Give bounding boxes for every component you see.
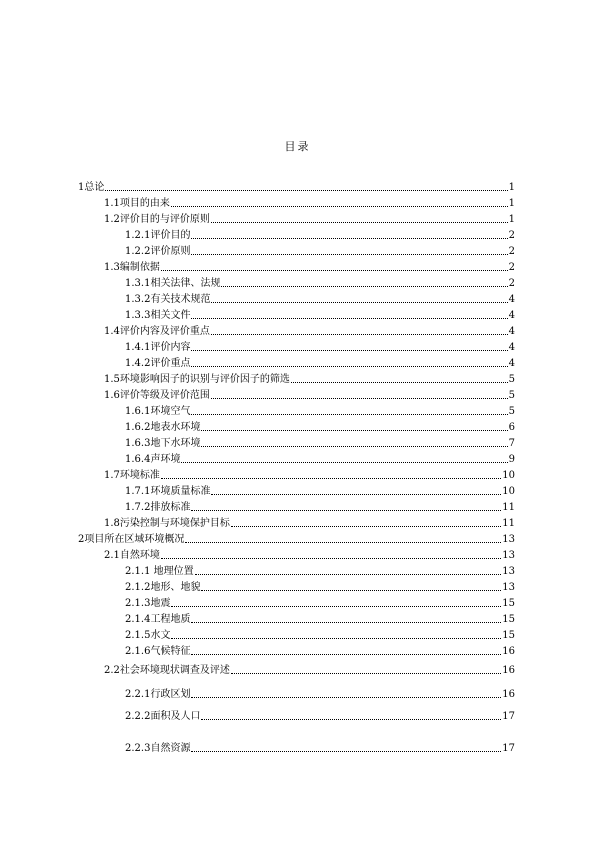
toc-leader-dots — [191, 653, 501, 655]
toc-entry-page-number: 4 — [508, 294, 515, 305]
toc-leader-dots — [195, 573, 502, 575]
toc-entry[interactable] — [104, 388, 515, 402]
toc-entry-page-number: 1 — [508, 182, 515, 193]
toc-entry[interactable] — [125, 420, 515, 434]
toc-leader-dots — [191, 413, 507, 415]
toc-leader-dots — [211, 221, 508, 223]
toc-entry[interactable] — [125, 580, 515, 594]
toc-leader-dots — [185, 541, 501, 543]
toc-leader-dots — [211, 301, 507, 303]
toc-leader-dots — [161, 557, 501, 559]
toc-entry-title: 1.4.2评价重点 — [125, 358, 191, 369]
toc-entry-title: 2项目所在区域环境概况 — [78, 534, 185, 545]
toc-entry[interactable] — [125, 628, 515, 642]
toc-entry[interactable] — [125, 292, 515, 306]
toc-entry[interactable] — [125, 644, 515, 658]
toc-entry[interactable] — [104, 468, 515, 482]
toc-entry-page-number: 15 — [502, 614, 515, 625]
toc-entry-title: 1.6.4声环境 — [125, 454, 181, 465]
toc-leader-dots — [201, 445, 507, 447]
toc-entry-page-number: 5 — [508, 390, 515, 401]
toc-entry-title: 1.1项目的由来 — [104, 198, 170, 209]
toc-entry-title: 1总论 — [78, 182, 105, 193]
toc-entry[interactable] — [125, 709, 515, 723]
toc-leader-dots — [191, 317, 507, 319]
toc-entry[interactable] — [125, 340, 515, 354]
toc-entry[interactable] — [125, 687, 515, 701]
toc-leader-dots — [191, 509, 501, 511]
toc-entry-page-number: 11 — [502, 518, 515, 529]
toc-entry-title: 1.2.2评价原则 — [125, 246, 191, 257]
toc-entry-page-number: 2 — [508, 230, 515, 241]
toc-entry-title: 2.2社会环境现状调查及评述 — [104, 665, 230, 676]
toc-entry-title: 1.3.3相关文件 — [125, 310, 191, 321]
toc-entry[interactable] — [104, 260, 515, 274]
toc-leader-dots — [211, 493, 501, 495]
toc-leader-dots — [161, 269, 508, 271]
page-title: 目录 — [284, 140, 311, 153]
toc-entry-title: 1.7环境标准 — [104, 470, 160, 481]
toc-entry-title: 2.1自然环境 — [104, 550, 160, 561]
toc-entry[interactable] — [104, 196, 515, 210]
toc-entry-title: 1.3.1相关法律、法规 — [125, 278, 221, 289]
toc-leader-dots — [231, 525, 501, 527]
toc-entry-page-number: 10 — [502, 470, 515, 481]
toc-leader-dots — [191, 237, 507, 239]
toc-entry[interactable] — [104, 548, 515, 562]
toc-entry[interactable] — [125, 308, 515, 322]
toc-entry-page-number: 17 — [502, 711, 515, 722]
toc-entry[interactable] — [125, 228, 515, 242]
toc-entry[interactable] — [78, 532, 515, 546]
toc-entry-title: 1.4评价内容及评价重点 — [104, 326, 210, 337]
toc-entry-title: 2.2.2面积及人口 — [125, 711, 201, 722]
toc-entry-page-number: 13 — [502, 566, 515, 577]
toc-entry-title: 1.4.1评价内容 — [125, 342, 191, 353]
toc-entry-title: 1.6.3地下水环境 — [125, 438, 201, 449]
toc-entry-title: 1.2.1评价目的 — [125, 230, 191, 241]
toc-entry-page-number: 6 — [508, 422, 515, 433]
toc-entry-title: 2.1.6气候特征 — [125, 646, 191, 657]
toc-entry[interactable] — [104, 516, 515, 530]
toc-leader-dots — [191, 621, 501, 623]
toc-leader-dots — [201, 589, 501, 591]
toc-entry-page-number: 4 — [508, 342, 515, 353]
toc-entry-page-number: 16 — [502, 689, 515, 700]
toc-entry[interactable] — [125, 500, 515, 514]
toc-entry-page-number: 10 — [502, 486, 515, 497]
toc-leader-dots — [161, 477, 501, 479]
toc-entry-page-number: 15 — [502, 630, 515, 641]
toc-entry[interactable] — [125, 356, 515, 370]
toc-leader-dots — [191, 349, 507, 351]
toc-entry-title: 2.1.2地形、地貌 — [125, 582, 201, 593]
toc-entry[interactable] — [104, 324, 515, 338]
toc-leader-dots — [105, 189, 507, 191]
toc-entry-page-number: 5 — [508, 374, 515, 385]
toc-entry-page-number: 9 — [508, 454, 515, 465]
toc-entry-page-number: 13 — [502, 534, 515, 545]
toc-entry[interactable] — [125, 276, 515, 290]
toc-entry[interactable] — [125, 484, 515, 498]
toc-leader-dots — [201, 429, 507, 431]
toc-entry-page-number: 17 — [502, 743, 515, 754]
toc-entry-title: 2.2.3自然资源 — [125, 743, 191, 754]
toc-entry[interactable] — [125, 452, 515, 466]
toc-entry-page-number: 1 — [508, 214, 515, 225]
toc-entry-title: 1.3.2有关技术规范 — [125, 294, 211, 305]
toc-entry-page-number: 2 — [508, 278, 515, 289]
toc-leader-dots — [291, 381, 508, 383]
toc-entry[interactable] — [125, 436, 515, 450]
toc-entry-page-number: 5 — [508, 406, 515, 417]
toc-entry-page-number: 16 — [502, 646, 515, 657]
toc-entry-page-number: 2 — [508, 262, 515, 273]
toc-entry-title: 1.6.1环境空气 — [125, 406, 191, 417]
toc-leader-dots — [171, 205, 508, 207]
toc-entry[interactable] — [104, 663, 515, 677]
toc-entry-title: 2.1.3地震 — [125, 598, 171, 609]
toc-leader-dots — [231, 672, 501, 674]
toc-leader-dots — [191, 253, 507, 255]
toc-entry-page-number: 13 — [502, 582, 515, 593]
toc-entry-title: 1.5环境影响因子的识别与评价因子的筛选 — [104, 374, 290, 385]
toc-entry-title: 1.7.2排放标准 — [125, 502, 191, 513]
toc-entry-title: 2.1.4工程地质 — [125, 614, 191, 625]
toc-entry-page-number: 16 — [502, 665, 515, 676]
toc-entry-title: 2.2.1行政区划 — [125, 689, 191, 700]
toc-entry-title: 1.3编制依据 — [104, 262, 160, 273]
toc-entry-page-number: 2 — [508, 246, 515, 257]
toc-leader-dots — [181, 461, 507, 463]
toc-leader-dots — [211, 397, 508, 399]
toc-entry[interactable] — [78, 180, 515, 194]
toc-entry-page-number: 13 — [502, 550, 515, 561]
toc-entry[interactable] — [125, 244, 515, 258]
toc-entry[interactable] — [125, 741, 515, 755]
toc-leader-dots — [191, 365, 507, 367]
toc-entry-title: 2.1.5水文 — [125, 630, 171, 641]
toc-leader-dots — [211, 333, 508, 335]
toc-entry-page-number: 15 — [502, 598, 515, 609]
toc-entry-title: 1.6评价等级及评价范围 — [104, 390, 210, 401]
toc-leader-dots — [201, 718, 501, 720]
toc-leader-dots — [191, 696, 501, 698]
toc-entry[interactable] — [104, 212, 515, 226]
toc-entry-page-number: 4 — [508, 326, 515, 337]
toc-entry-title: 2.1.1 地理位置 — [125, 566, 194, 577]
toc-entry-title: 1.2评价目的与评价原则 — [104, 214, 210, 225]
toc-entry-page-number: 4 — [508, 358, 515, 369]
toc-leader-dots — [171, 637, 501, 639]
toc-leader-dots — [191, 750, 501, 752]
toc-leader-dots — [221, 285, 507, 287]
toc-entry-page-number: 1 — [508, 198, 515, 209]
toc-entry[interactable] — [125, 564, 515, 578]
toc-entry[interactable] — [104, 372, 515, 386]
toc-entry-page-number: 7 — [508, 438, 515, 449]
toc-entry-title: 1.6.2地表水环境 — [125, 422, 201, 433]
toc-entry[interactable] — [125, 612, 515, 626]
toc-leader-dots — [171, 605, 501, 607]
toc-entry-page-number: 11 — [502, 502, 515, 513]
toc-entry[interactable] — [125, 596, 515, 610]
toc-entry-title: 1.8污染控制与环境保护目标 — [104, 518, 230, 529]
toc-entry-page-number: 4 — [508, 310, 515, 321]
toc-entry-title: 1.7.1环境质量标准 — [125, 486, 211, 497]
toc-entry[interactable] — [125, 404, 515, 418]
